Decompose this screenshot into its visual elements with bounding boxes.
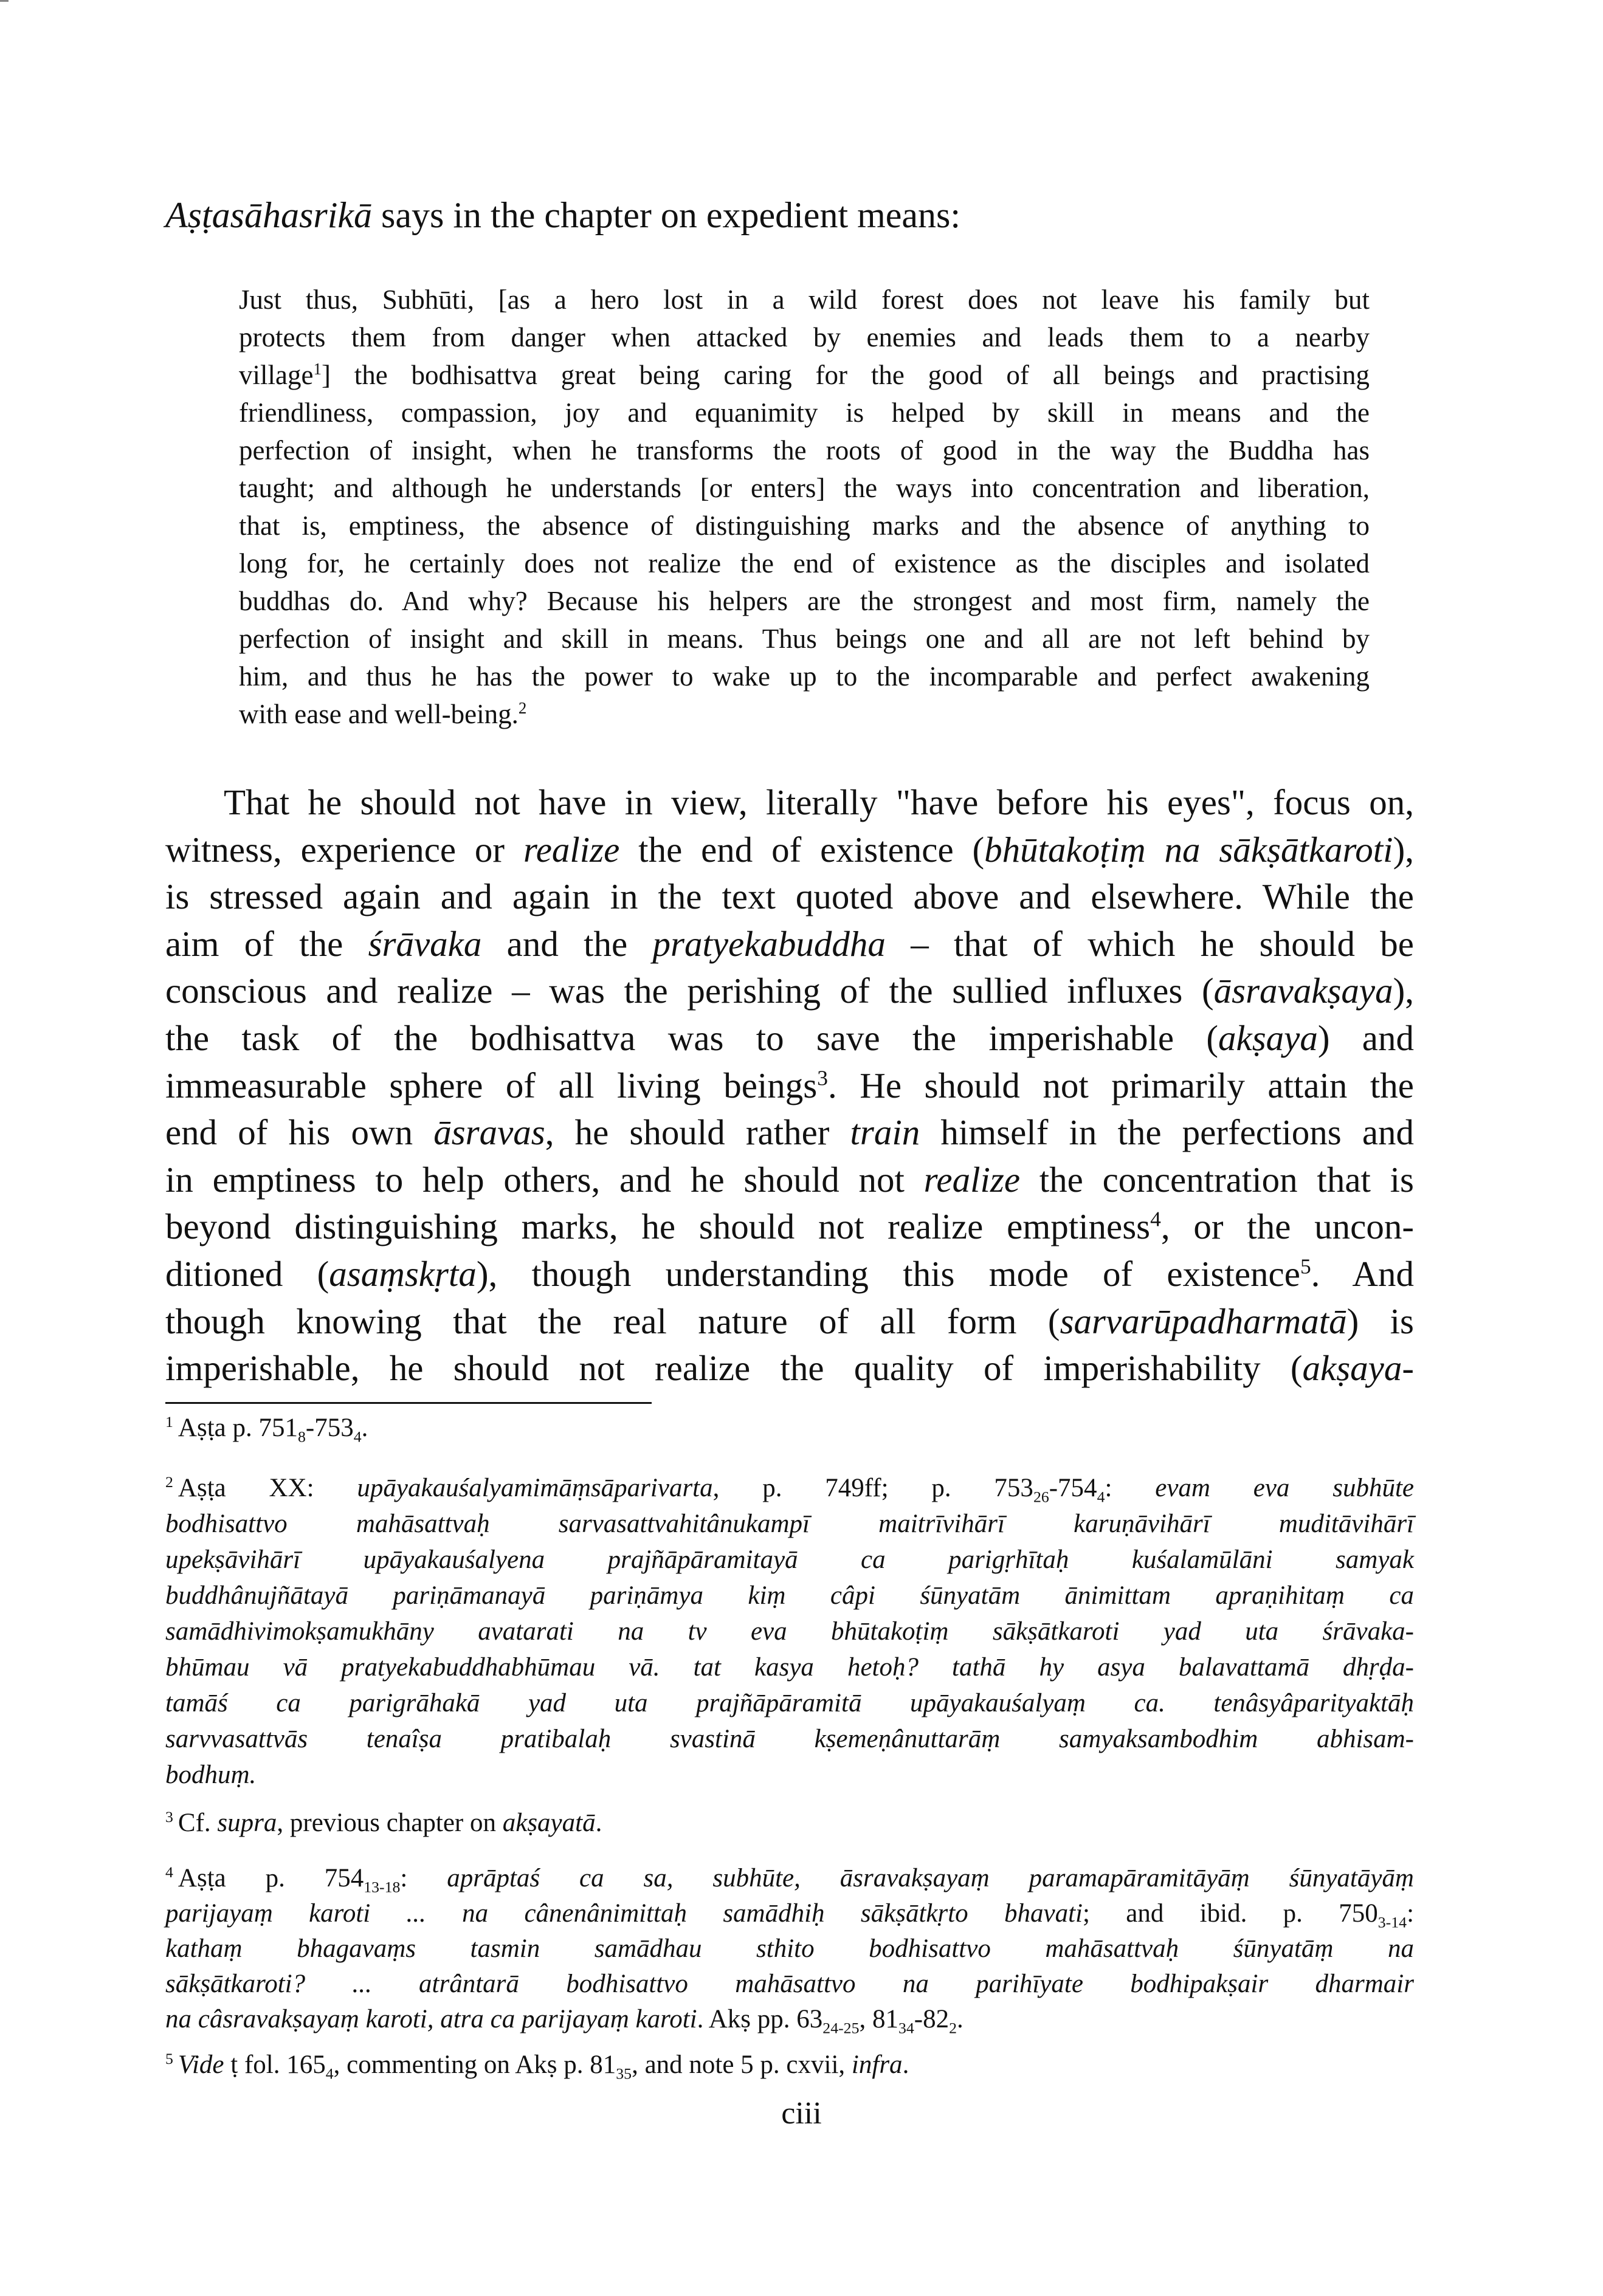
text-line [165,873,1414,921]
note-reference: 3 [817,1065,828,1090]
text-line [165,779,1414,827]
italic-text: akṣayatā [502,1809,596,1837]
italic-text: aprāptaś ca sa, subhūte, āsravakṣayaṃ paramapāramitāyāṃ śūnyatāyāṃ [447,1864,1414,1892]
text-line [239,431,1370,469]
text-line [165,1578,1414,1614]
text-line [165,2047,1414,2083]
line-subscript: 4 [353,1428,362,1446]
text-segment: ) and [1317,1017,1414,1058]
text-segment: though knowing that the real nature of all form ( [165,1301,1060,1341]
text-segment: – that of which he should be [885,923,1414,964]
italic-text: bhūmau vā pratyekabuddhabhūmau vā. tat kasya hetoḥ? tathā hy asya balavattamā dhṛḍa- [165,1653,1414,1682]
footnote-number: 4 [165,1863,173,1881]
text-line [165,1109,1414,1157]
text-line [165,1203,1414,1251]
italic-text: kathaṃ bhagavaṃs tasmin samādhau sthito bodhisattvo mahāsattvaḥ śūnyatāṃ na [165,1934,1414,1963]
text-line [165,1931,1414,1967]
text-segment: . [361,1414,368,1442]
footnote-5 [165,2047,1414,2083]
footnote-1 [165,1410,1414,1446]
footnote-number: 2 [165,1473,173,1491]
text-segment: imperishable, he should not realize the quality of imperishability ( [165,1348,1303,1389]
text-line [165,921,1414,968]
text-line [165,1506,1414,1542]
text-line [165,968,1414,1015]
text-line [165,1896,1414,1931]
italic-text: śrāvaka [368,923,482,964]
text-line [165,1757,1414,1793]
text-segment: Aṣṭa XX: [178,1474,357,1502]
text-line [239,620,1370,658]
italic-text: realize [523,829,620,870]
text-line [165,1967,1414,2002]
text-segment: conscious and realize – was the perishing of the sullied influxes ( [165,971,1214,1011]
text-line [165,1345,1414,1392]
italic-text: tamāś ca parigrāhakā yad uta prajñāpāramitā upāyakauśalyaṃ ca. tenâsyâparityaktāḥ [165,1689,1414,1717]
text-segment: taught; and although he understands [or enters] the ways into concentration and liberation, [239,473,1370,503]
line-subscript: 2 [949,2019,957,2037]
text-segment: : [400,1864,447,1892]
text-segment: perfection of insight, when he transforms the roots of good in the way the Buddha has [239,435,1370,466]
italic-text: supra [217,1809,277,1837]
note-reference: 4 [1150,1206,1161,1231]
text-segment: that is, emptiness, the absence of distinguishing marks and the absence of anything to [239,510,1370,541]
text-segment: Aṣṭa p. 754 [178,1864,364,1892]
text-segment: , he should rather [545,1112,850,1153]
text-line [165,1542,1414,1578]
scan-mark [0,0,9,2]
text-segment: buddhas do. And why? Because his helpers are the strongest and most firm, namely the [239,586,1370,616]
line-subscript: 13-18 [364,1878,401,1896]
text-segment: himself in the perfections and [920,1112,1415,1153]
line-subscript: 4 [1097,1488,1105,1506]
text-line [165,2002,1414,2037]
text-line [165,1721,1414,1757]
text-segment: protects them from danger when attacked by enemies and leads them to a nearby [239,322,1370,352]
italic-text: upekṣāvihārī upāyakauśalyena prajñāpāramitayā ca parigṛhītaḥ kuśalamūlāni samyak [165,1545,1414,1574]
text-segment: ṭ fol. 165 [224,2050,326,2079]
italic-text: āsravas [433,1112,545,1153]
text-segment: immeasurable sphere of all living beings [165,1065,818,1105]
text-line [239,356,1370,394]
text-segment: ), though understanding this mode of existence [476,1253,1300,1294]
footnote-2 [165,1470,1414,1793]
text-segment: says in the chapter on expedient means: [372,195,961,235]
text-segment: the end of existence ( [619,829,985,870]
note-reference: 5 [1300,1254,1311,1279]
text-segment: friendliness, compassion, joy and equanimity is helped by skill in means and the [239,397,1370,428]
note-reference: 1 [313,360,322,378]
text-segment: aim of the [165,923,368,964]
text-segment: end of his own [165,1112,434,1153]
text-segment: . [902,2050,909,2079]
text-line [239,695,1370,733]
text-segment: -82 [914,2005,950,2033]
line-subscript: 4 [325,2064,334,2083]
italic-text: buddhânujñātayā pariṇāmanayā pariṇāmya kiṃ câpi śūnyatām ānimittam apraṇihitaṃ ca [165,1581,1414,1610]
italic-text: pratyekabuddha [652,923,886,964]
text-segment: village [239,360,314,390]
text-segment: long for, he certainly does not realize the end of existence as the disciples and isolated [239,548,1370,579]
italic-text: sākṣātkaroti? ... atrântarā bodhisattvo mahāsattvo na parihīyate bodhipakṣair dharmair [165,1970,1414,1998]
text-line [239,658,1370,695]
text-segment: witness, experience or [165,829,523,870]
text-line [165,1861,1414,1896]
text-segment: , or the uncon- [1160,1206,1415,1247]
text-line [165,1805,1414,1841]
text-segment: : [1105,1474,1156,1502]
text-line [239,394,1370,431]
note-reference: 2 [518,699,527,717]
text-segment: Aṣṭa p. 751 [178,1414,298,1442]
text-segment: ) is [1346,1301,1414,1341]
text-line [165,1649,1414,1685]
italic-text: akṣaya [1218,1017,1318,1058]
text-segment: with ease and well-being. [239,699,519,729]
text-segment: . [595,1809,602,1837]
text-segment: ; and ibid. p. 750 [1082,1899,1378,1928]
text-line [239,582,1370,620]
text-line [239,545,1370,582]
text-segment: the task of the bodhisattva was to save the imperishable ( [165,1017,1219,1058]
text-segment: him, and thus he has the power to wake up to the incomparable and perfect awakening [239,661,1370,692]
text-segment: beyond distinguishing marks, he should not realize emptiness [165,1206,1151,1247]
text-line [165,1251,1414,1298]
text-segment: That he should not have in view, literally "have before his eyes", focus on, [224,782,1414,822]
italic-text: bhūtakoṭiṃ na sākṣātkaroti [984,829,1393,870]
text-line [165,193,1442,237]
footnote-number: 3 [165,1807,173,1826]
text-line [165,827,1414,874]
italic-text: evam eva subhūte [1155,1474,1415,1502]
text-line [239,469,1370,507]
text-segment: , and note 5 p. cxvii, [632,2050,852,2079]
text-segment: . And [1311,1253,1415,1294]
italic-text: na câsravakṣayaṃ karoti, atra ca parijayaṃ karoti [165,2005,697,2033]
intro-heading [165,193,1442,237]
text-segment: . Akṣ pp. 63 [697,2005,823,2033]
text-segment: and the [481,923,653,964]
text-line [239,281,1370,318]
text-segment: perfection of insight and skill in means. Thus beings one and all are not left behind by [239,624,1370,654]
text-segment: -754 [1049,1474,1097,1502]
text-line [165,1062,1414,1110]
text-segment: , commenting on Akṣ p. 81 [333,2050,616,2079]
text-line [165,1015,1414,1062]
body-paragraph [165,779,1414,1392]
footnote-3 [165,1805,1414,1841]
text-segment: , previous chapter on [277,1809,503,1837]
line-subscript: 26 [1033,1488,1049,1506]
footnote-separator [165,1402,652,1404]
text-segment: -753 [305,1414,354,1442]
line-subscript: 35 [616,2064,632,2083]
italic-text: train [850,1112,920,1153]
text-segment: in emptiness to help others, and he should not [165,1159,924,1200]
text-segment: : [1407,1899,1415,1928]
line-subscript: 8 [297,1428,306,1446]
text-line [165,1685,1414,1721]
italic-text: upāyakauśalyamimāṃsāparivarta [357,1474,713,1502]
text-segment: ), [1393,829,1414,870]
footnote-number: 5 [165,2049,173,2067]
text-line [239,318,1370,356]
text-segment: . He should not primarily attain the [827,1065,1414,1105]
italic-text: Aṣṭasāhasrikā [165,195,373,235]
italic-text: akṣaya- [1302,1348,1414,1389]
text-segment: the concentration that is [1020,1159,1415,1200]
italic-text: infra [851,2050,903,2079]
italic-text: parijayaṃ karoti ... na cânenânimittaḥ samādhiḥ sākṣātkṛto bhavati [165,1899,1083,1928]
block-quote [239,281,1370,733]
italic-text: Vide [178,2050,224,2079]
italic-text: sarvvasattvās tenaîṣa pratibalaḥ svastinā kṣemeṇânuttarāṃ samyaksambodhim abhisam- [165,1725,1414,1753]
italic-text: āsravakṣaya [1213,971,1393,1011]
text-line [165,1298,1414,1346]
text-line [165,1614,1414,1649]
text-line [165,1157,1414,1204]
text-segment: ), [1393,971,1414,1011]
footnote-number: 1 [165,1412,173,1431]
page-number: ciii [781,2096,822,2131]
line-subscript: 3-14 [1377,1913,1407,1931]
text-segment: , p. 749ff; p. 753 [712,1474,1033,1502]
line-subscript: 34 [898,2019,914,2037]
text-line [239,507,1370,545]
text-segment: ditioned ( [165,1253,329,1294]
text-segment: . [957,2005,964,2033]
text-segment: ] the bodhisattva great being caring for the good of all beings and practising [321,360,1370,390]
text-segment: is stressed again and again in the text quoted above and elsewhere. While the [165,876,1414,917]
text-segment: Just thus, Subhūti, [as a hero lost in a wild forest does not leave his family but [239,284,1370,315]
text-line [165,1470,1414,1506]
italic-text: bodhisattvo mahāsattvaḥ sarvasattvahitânukampī maitrīvihārī karuṇāvihārī muditāvihārī [165,1510,1414,1538]
italic-text: asaṃskṛta [329,1253,477,1294]
italic-text: realize [923,1159,1021,1200]
italic-text: sarvarūpadharmatā [1060,1301,1347,1341]
text-line [165,1410,1414,1446]
text-segment: , 81 [859,2005,898,2033]
italic-text: samādhivimokṣamukhāny avatarati na tv eva bhūtakoṭiṃ sākṣātkaroti yad uta śrāvaka- [165,1617,1414,1646]
text-segment: Cf. [178,1809,218,1837]
line-subscript: 24-25 [822,2019,860,2037]
italic-text: bodhuṃ. [165,1761,257,1789]
footnote-4 [165,1861,1414,2037]
